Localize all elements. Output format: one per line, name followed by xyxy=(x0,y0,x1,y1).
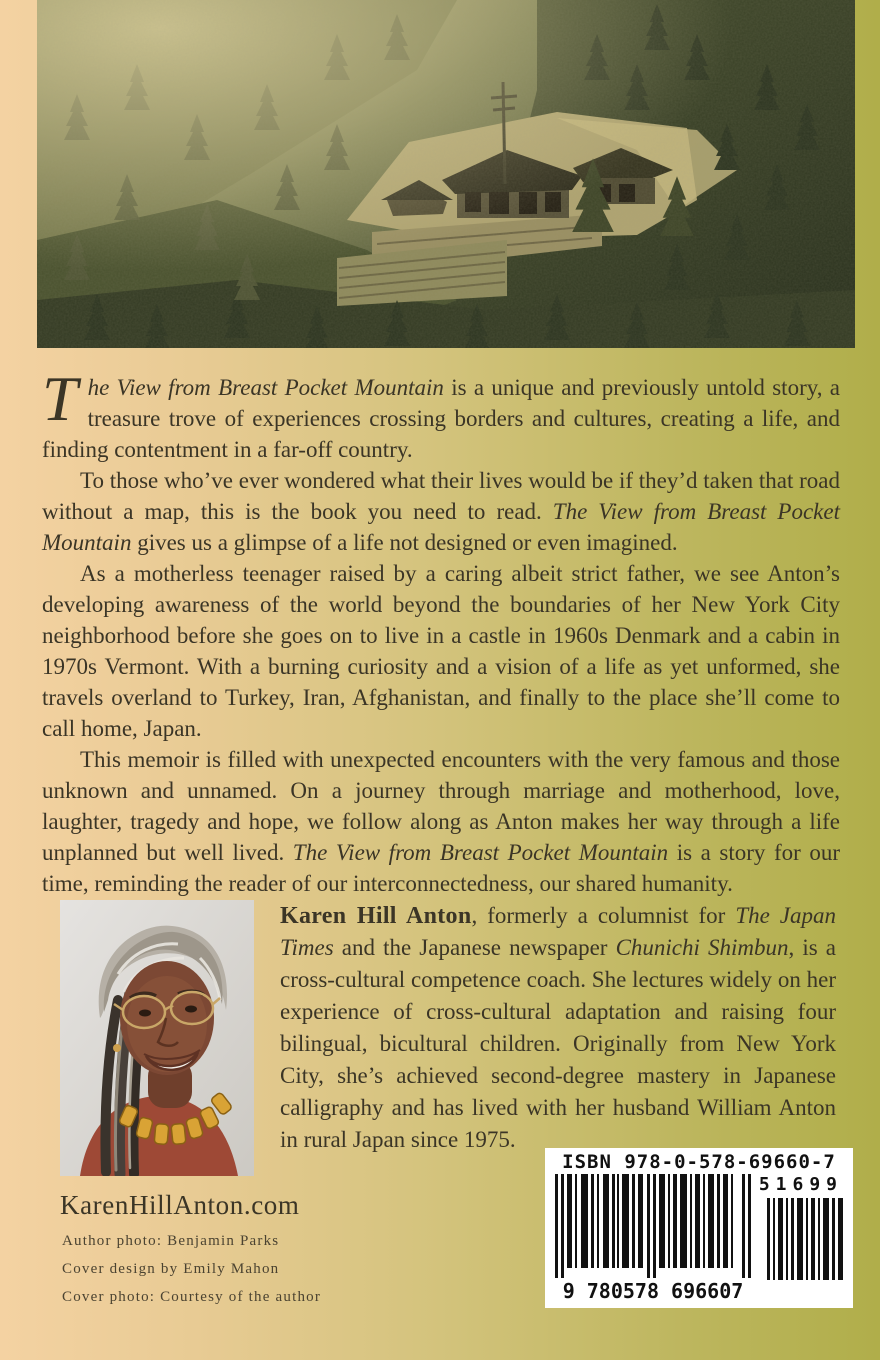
synopsis-paragraph-1: The View from Breast Pocket Mountain is a unique and previously untold story, a treasure trove of experiences crossing borders and cultures, creating a life, and finding contentment in a far-off country. xyxy=(42,363,840,462)
cover-photo xyxy=(37,0,855,348)
barcode-number: 9 780578 696607 xyxy=(562,1279,744,1303)
japan-times-title: The Japan Times xyxy=(280,903,836,960)
barcode-bars-supplemental xyxy=(767,1198,843,1280)
website-url: KarenHillAnton.com xyxy=(60,1190,300,1220)
synopsis-paragraph-4: This memoir is filled with unexpected encounters with the very famous and those unknown and unnamed. On a journey through marriage and motherhood, love, laughter, tragedy and hope, we follow along as Anton makes her way through a life unplanned but well lived. The View from Breast Pocket Mountain is a story for our time, reminding the reader of our interconnectedness, our shared humanity. xyxy=(42,747,840,896)
author-portrait-illustration xyxy=(60,900,254,1176)
credit-cover-design: Cover design by Emily Mahon xyxy=(62,1261,280,1277)
credits xyxy=(62,1233,321,1317)
chunichi-shimbun-title: Chunichi Shimbun xyxy=(615,935,789,960)
drop-cap: T xyxy=(42,363,78,434)
book-title-italic: The View from Breast Pocket Mountain xyxy=(292,840,669,865)
credit-author-photo: Author photo: Benjamin Parks xyxy=(62,1233,280,1249)
credit-cover-photo: Cover photo: Courtesy of the author xyxy=(62,1289,322,1305)
synopsis-paragraph-2: To those who’ve ever wondered what their lives would be if they’d taken that road without a map, this is the book you need to read. The View from Breast Pocket Mountain gives us a glimpse of a life not designed or even imagined. xyxy=(42,468,840,555)
author-section xyxy=(60,900,840,1176)
synopsis xyxy=(42,363,840,899)
barcode-bars-main xyxy=(555,1174,751,1278)
author-bio: Karen Hill Anton, formerly a columnist for The Japan Times and the Japanese newspaper Chunichi Shimbun, is a cross-cultural competence coach. She lectures widely on her experience of cross-cultural adaptation and raising four bilingual, bicultural children. Originally from New York City, she’s achieved second-degree mastery in Japanese calligraphy and has lived with her husband William Anton in rural Japan since 1975. xyxy=(280,903,836,1152)
mountain-village-illustration xyxy=(37,0,855,348)
synopsis-paragraph-3: As a motherless teenager raised by a caring albeit strict father, we see Anton’s developing awareness of the world beyond the boundaries of her New York City neighborhood before she goes on to live in a castle in 1960s Denmark and a cabin in 1970s Vermont. With a burning curiosity and a vision of a life as yet unformed, she travels overland to Turkey, Iran, Afghanistan, and finally to the place she’ll come to call home, Japan. xyxy=(42,561,840,741)
barcode xyxy=(545,1148,853,1308)
book-title-italic: he View from Breast Pocket Mountain xyxy=(87,375,444,400)
isbn-label: ISBN 978-0-578-69660-7 xyxy=(562,1151,836,1173)
price-code: 51699 xyxy=(758,1174,843,1195)
book-title-italic: The View from Breast Pocket Mountain xyxy=(42,499,840,555)
author-name: Karen Hill Anton xyxy=(280,903,472,929)
author-photo xyxy=(60,900,254,1176)
